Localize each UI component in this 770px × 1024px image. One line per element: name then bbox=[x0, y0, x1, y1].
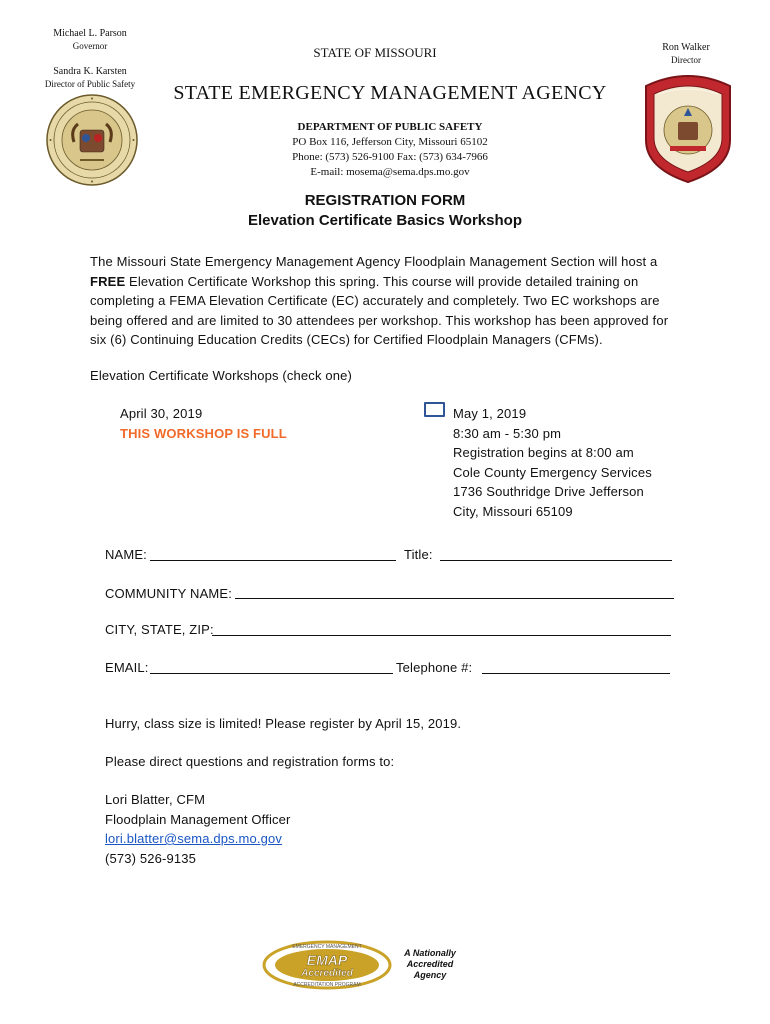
director-block bbox=[640, 42, 732, 66]
name-label: NAME: bbox=[105, 547, 147, 562]
city-state-zip-label: CITY, STATE, ZIP: bbox=[105, 622, 214, 637]
contact-name: Lori Blatter, CFM bbox=[105, 792, 206, 807]
director-name: Ron Walker bbox=[662, 42, 710, 53]
nationally-accredited-note bbox=[395, 948, 465, 981]
contact-title: Floodplain Management Officer bbox=[105, 811, 291, 827]
contact-phone: (573) 526-9135 bbox=[105, 850, 196, 866]
workshop-2-address-line-1: 1736 Southridge Drive Jefferson bbox=[453, 484, 644, 499]
direct-questions-text: Please direct questions and registration forms to: bbox=[105, 754, 395, 769]
director-title: Director bbox=[671, 55, 701, 65]
deadline-text: Hurry, class size is limited! Please register by April 15, 2019. bbox=[105, 716, 462, 731]
department-heading: DEPARTMENT OF PUBLIC SAFETY bbox=[297, 121, 483, 133]
title-field[interactable] bbox=[440, 560, 672, 561]
emap-ring-bottom-text: ACCREDITATION PROGRAM bbox=[293, 982, 361, 988]
workshop-2-venue: Cole County Emergency Services bbox=[453, 464, 652, 480]
emap-badge-subtitle: Accredited bbox=[301, 968, 353, 979]
workshop-1-full-notice: THIS WORKSHOP IS FULL bbox=[120, 425, 287, 441]
intro-lead: The Missouri State Emergency Management Agency Floodplain Management Section will host a bbox=[90, 254, 658, 269]
note-line-2: Accredited bbox=[406, 959, 454, 969]
email-label: EMAIL: bbox=[105, 660, 149, 675]
note-line-1: A Nationally bbox=[404, 948, 456, 958]
contact-email-link[interactable]: lori.blatter@sema.dps.mo.gov bbox=[105, 831, 283, 846]
workshop-2-registration: Registration begins at 8:00 am bbox=[453, 445, 634, 460]
email-field[interactable] bbox=[150, 673, 393, 674]
intro-free: FREE bbox=[90, 273, 126, 289]
workshops-heading: Elevation Certificate Workshops (check one) bbox=[90, 368, 352, 383]
community-name-field[interactable] bbox=[235, 598, 674, 599]
director-public-safety-name: Sandra K. Karsten bbox=[53, 66, 127, 77]
workshop-2 bbox=[453, 404, 652, 521]
agency-email: E-mail: mosema@sema.dps.mo.gov bbox=[310, 166, 470, 178]
note-line-3: Agency bbox=[413, 970, 447, 980]
contact-block bbox=[105, 790, 291, 868]
name-field[interactable] bbox=[150, 560, 396, 561]
workshop-2-address-line-2: City, Missouri 65109 bbox=[453, 503, 573, 519]
director-public-safety-block bbox=[34, 66, 146, 90]
telephone-label: Telephone #: bbox=[396, 660, 473, 675]
governor-title: Governor bbox=[72, 41, 108, 51]
governor-name: Michael L. Parson bbox=[53, 28, 127, 39]
community-name-label: COMMUNITY NAME: bbox=[105, 586, 232, 601]
emap-badge-title: EMAP bbox=[306, 952, 348, 968]
missouri-emergency-management-patch bbox=[640, 72, 736, 184]
form-title: REGISTRATION FORM bbox=[304, 192, 466, 209]
city-state-zip-field[interactable] bbox=[212, 635, 671, 636]
form-subtitle: Elevation Certificate Basics Workshop bbox=[248, 212, 522, 229]
workshop-1-date: April 30, 2019 bbox=[120, 406, 203, 421]
emap-accredited-badge bbox=[262, 940, 392, 990]
emap-ring-top-text: EMERGENCY MANAGEMENT bbox=[292, 944, 362, 950]
governor-block bbox=[40, 28, 140, 52]
agency-contact-block bbox=[200, 135, 580, 180]
director-public-safety-title: Director of Public Safety bbox=[44, 79, 136, 89]
workshop-2-checkbox[interactable] bbox=[424, 402, 445, 417]
workshop-2-date: May 1, 2019 bbox=[453, 406, 527, 421]
missouri-state-seal bbox=[46, 94, 138, 186]
state-heading: STATE OF MISSOURI bbox=[313, 45, 437, 60]
telephone-field[interactable] bbox=[482, 673, 670, 674]
intro-paragraph bbox=[90, 252, 685, 350]
workshop-1 bbox=[120, 404, 287, 443]
intro-rest: Elevation Certificate Workshop this spring. This course will provide detailed training on completing a FEMA Elevation Certificate (EC) accurately and completely. Two EC workshops are being offered and are limited to 30 attendees per workshop. This workshop has been approved for six (6) Continuing Education Credits (CECs) for Certified Floodplain Managers (CFMs). bbox=[90, 273, 669, 347]
agency-address: PO Box 116, Jefferson City, Missouri 65102 bbox=[292, 136, 488, 148]
title-label: Title: bbox=[404, 547, 433, 562]
agency-phone-fax: Phone: (573) 526-9100 Fax: (573) 634-7966 bbox=[292, 151, 488, 163]
agency-heading: STATE EMERGENCY MANAGEMENT AGENCY bbox=[173, 82, 607, 104]
workshop-2-time: 8:30 am - 5:30 pm bbox=[453, 425, 562, 441]
